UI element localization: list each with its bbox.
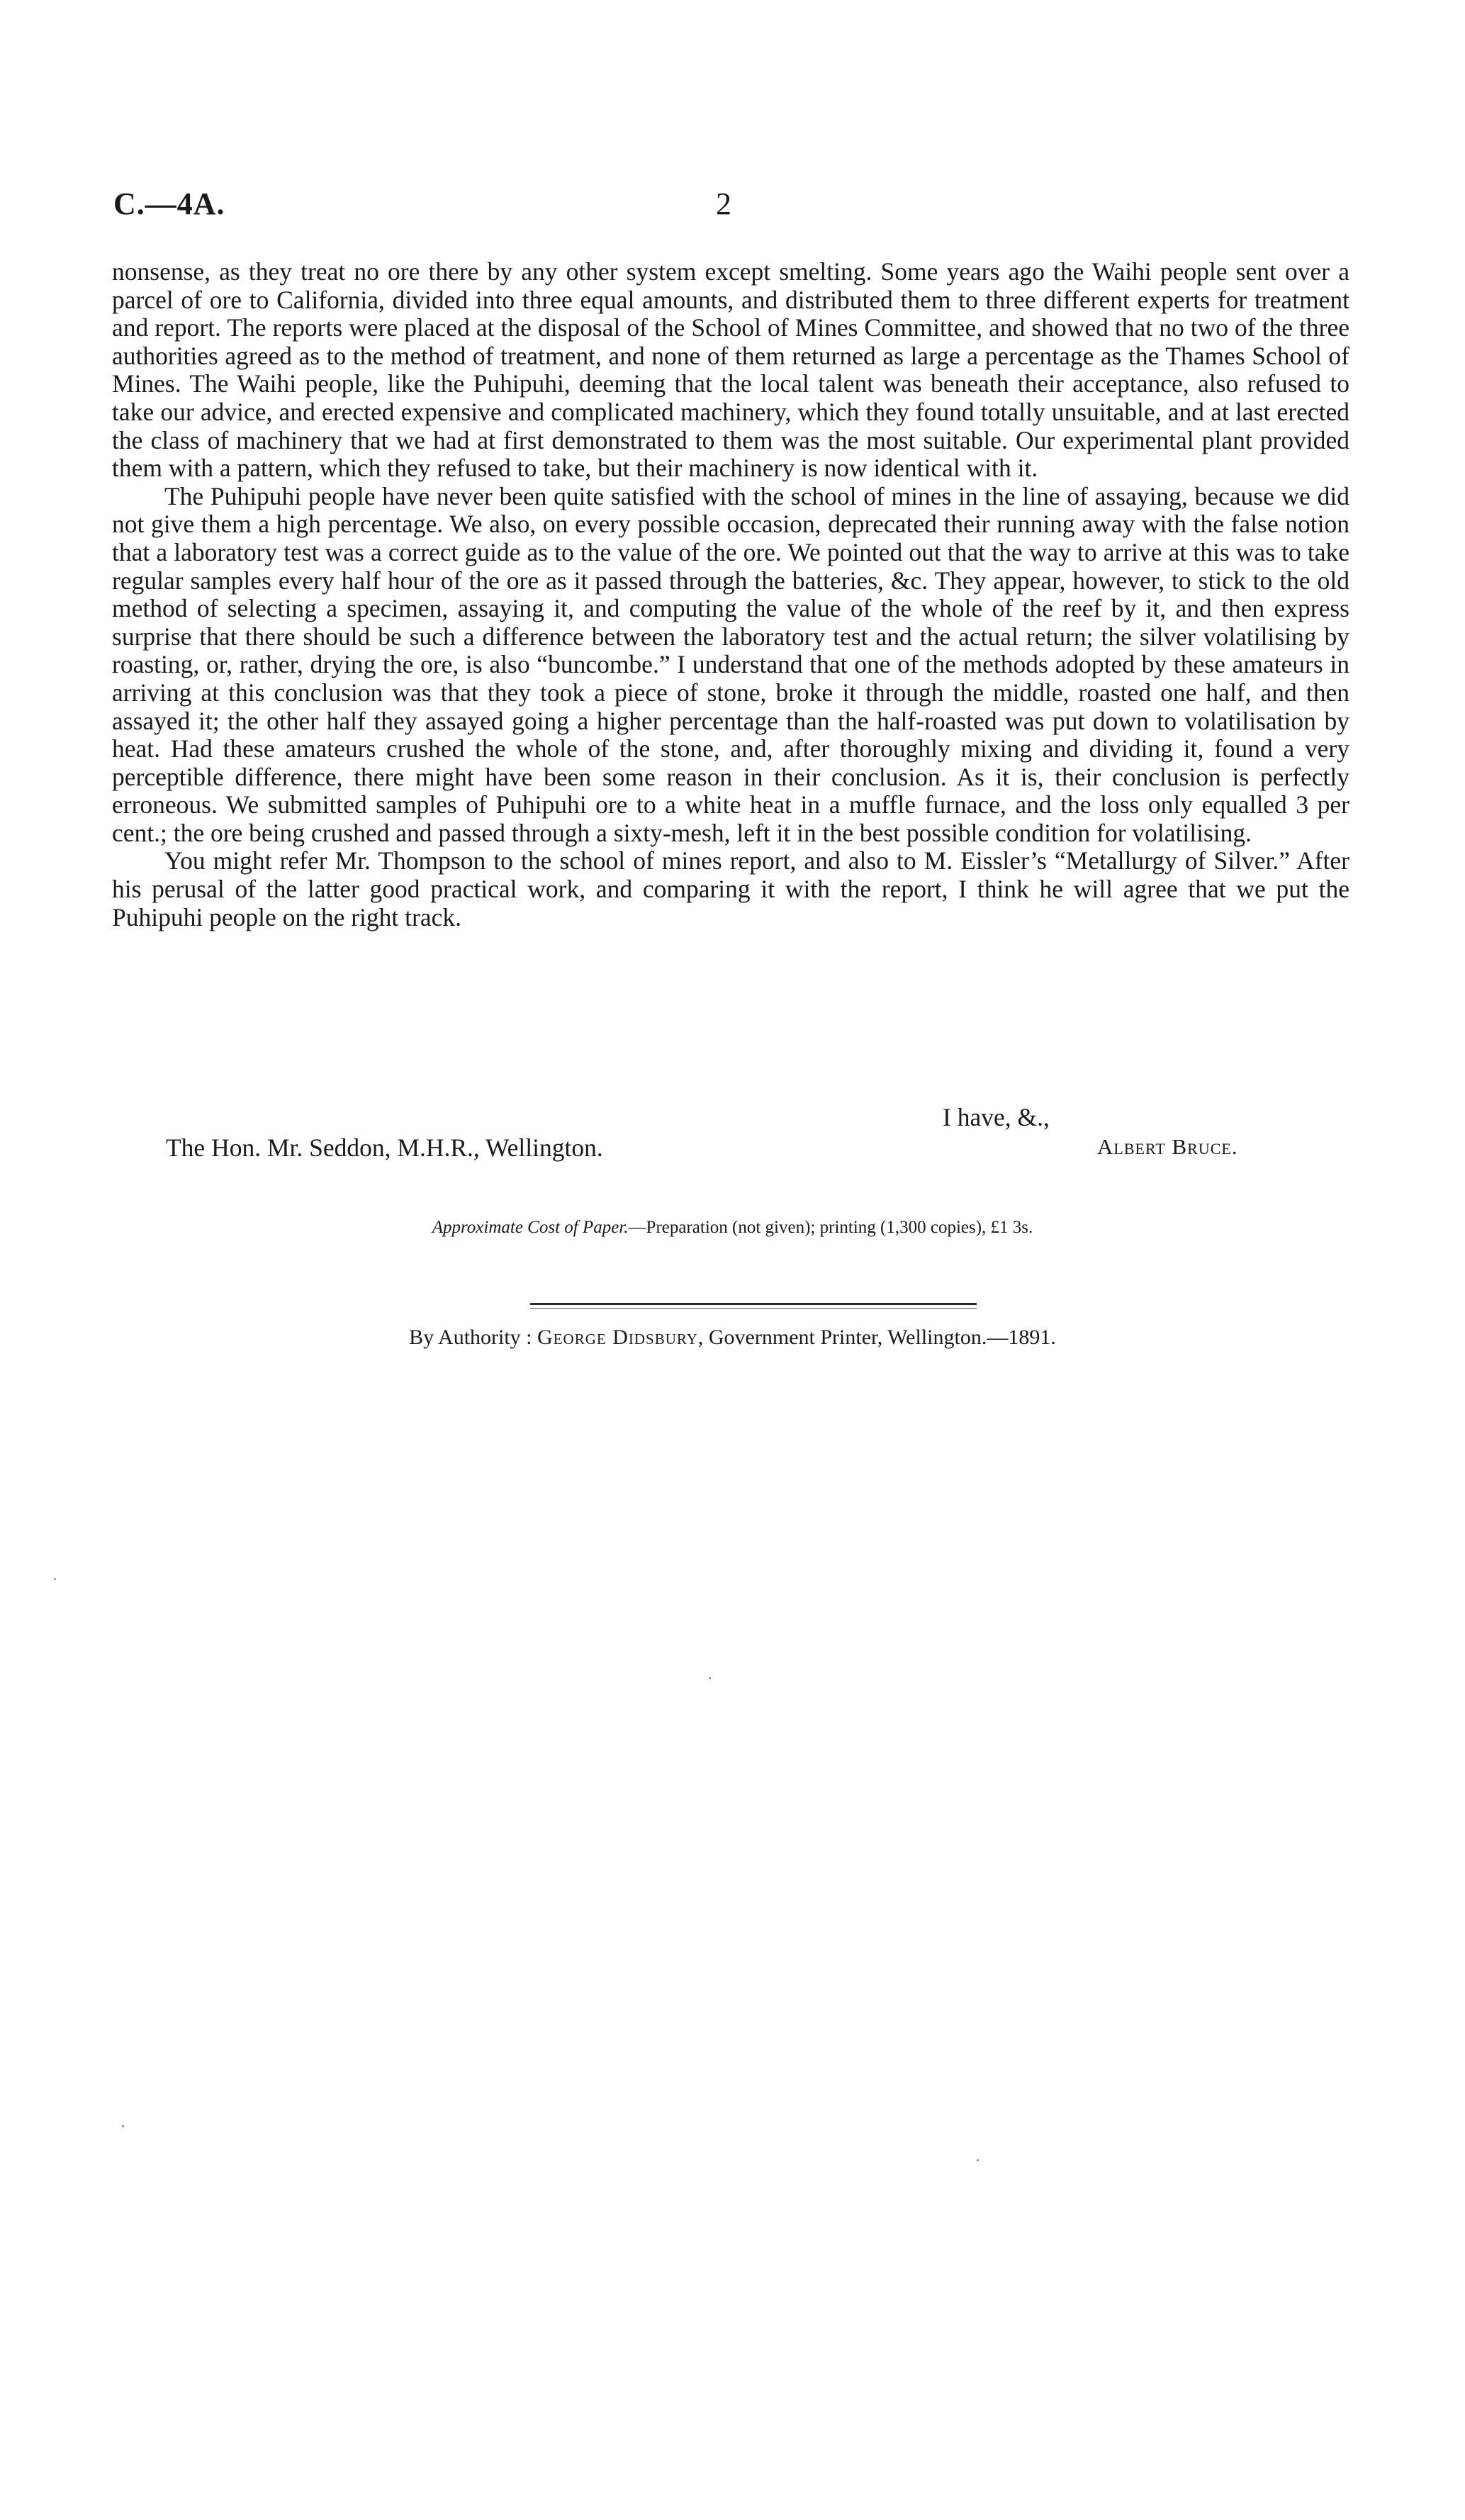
letter-closing: I have, &., [943,1103,1050,1131]
imprint-suffix: , Government Printer, Wellington.—1891. [697,1326,1056,1349]
divider-rule [530,1303,977,1305]
addressee: The Hon. Mr. Seddon, M.H.R., Wellington. [166,1133,603,1162]
signature: Albert Bruce. [1097,1134,1238,1159]
divider-rule-thin [530,1308,977,1309]
paragraph-3: You might refer Mr. Thompson to the school of mines report, and also to M. Eissler’s “Metallurgy of Silver.” After his perusal of the latter good practical work, and comparing it with the report, I think he will agree that we put the Puhipuhi people on the right track. [112,846,1349,931]
cost-note-label: Approximate Cost of Paper. [432,1218,629,1237]
paper-speck [709,1677,711,1679]
letter-body [112,258,1349,931]
page-header [113,186,1347,228]
document-reference: C.—4A. [113,186,225,221]
imprint-printer: George Didsbury [537,1326,698,1349]
page-number: 2 [716,186,731,221]
paper-speck [977,2159,979,2161]
cost-note [0,1218,1465,1238]
paragraph-2: The Puhipuhi people have never been quite satisfied with the school of mines in the line of assaying, because we did not give them a high percentage. We also, on every possible occasion, deprecated their running away with the false notion that a laboratory test was a correct guide as to the value of the ore. We pointed out that the way to arrive at this was to take regular samples every half hour of the ore as it passed through the batteries, &c. They appear, however, to stick to the old method of selecting a specimen, assaying it, and computing the value of the whole of the reef by it, and then express surprise that there should be such a difference between the laboratory test and the actual return; the silver volatilising by roasting, or, rather, drying the ore, is also “buncombe.” I understand that one of the methods adopted by these amateurs in arriving at this conclusion was that they took a piece of stone, broke it through the middle, roasted one half, and then assayed it; the other half they assayed going a higher percentage than the half-roasted was put down to volatilisation by heat. Had these amateurs crushed the whole of the stone, and, after thoroughly mixing and dividing it, found a very perceptible difference, there might have been some reason in their conclusion. As it is, their conclusion is perfectly erroneous. We submitted samples of Puhipuhi ore to a white heat in a muffle furnace, and the loss only equalled 3 per cent.; the ore being crushed and passed through a sixty-mesh, left it in the best possible condition for volatilising. [112,481,1349,847]
paper-speck [54,1578,56,1580]
paper-speck [122,2125,124,2127]
printer-imprint [0,1326,1465,1350]
cost-note-text: —Preparation (not given); printing (1,300 copies), £1 3s. [628,1218,1033,1237]
imprint-prefix: By Authority : [409,1326,538,1349]
paragraph-1: nonsense, as they treat no ore there by any other system except smelting. Some years ago the Waihi people sent over a parcel of ore to California, divided into three equal amounts, and distributed them to three different experts for treatment and report. The reports were placed at the disposal of the School of Mines Committee, and showed that no two of the three authorities agreed as to the method of treatment, and none of them returned as large a percentage as the Thames School of Mines. The Waihi people, like the Puhipuhi, deeming that the local talent was beneath their acceptance, also refused to take our advice, and erected expensive and complicated machinery, which they found totally unsuitable, and at last erected the class of machinery that we had at first demonstrated to them was the most suitable. Our experimental plant provided them with a pattern, which they refused to take, but their machinery is now identical with it. [112,257,1349,483]
